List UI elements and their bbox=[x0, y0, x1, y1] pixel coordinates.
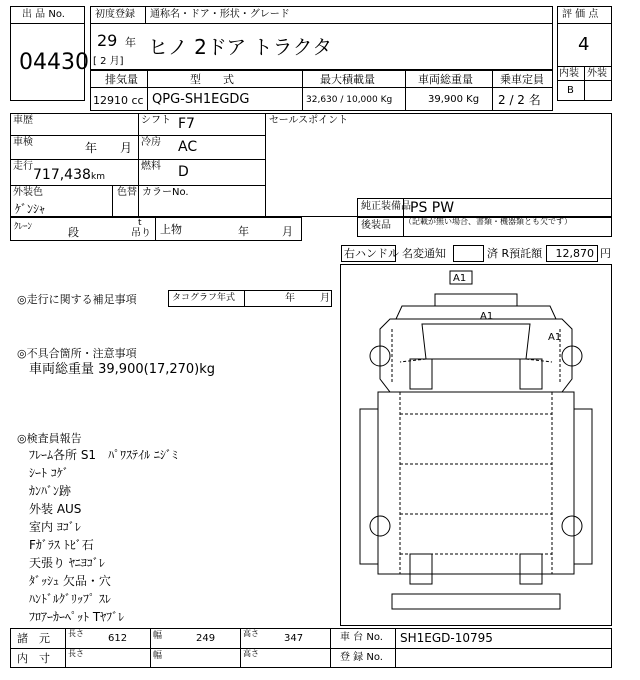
gross-weight-label: 車両総重量 bbox=[418, 73, 473, 86]
mileage-value: 717,438 bbox=[33, 167, 91, 183]
color-swap-label: 色替 bbox=[117, 187, 137, 198]
inspector-line: ｶﾝﾊﾞﾝ跡 bbox=[29, 484, 72, 498]
tacho-label: タコグラフ年式 bbox=[172, 293, 236, 303]
inspection-label: 車検 bbox=[13, 137, 33, 148]
recycle-amount: 12,870 bbox=[555, 247, 594, 260]
length-label: 長さ bbox=[68, 629, 84, 638]
length-value: 612 bbox=[108, 633, 128, 644]
interior-label: 内装 bbox=[559, 68, 579, 79]
details-box bbox=[10, 113, 612, 217]
name-change-box bbox=[453, 245, 484, 262]
first-reg-month: [ 2 月] bbox=[93, 56, 124, 67]
defect-text: 車両総重量 39,900(17,270)kg bbox=[29, 362, 216, 377]
aircon-value: AC bbox=[178, 139, 198, 155]
crane-lift: 吊り bbox=[131, 228, 151, 239]
crane-stage: 段 bbox=[68, 226, 79, 239]
capacity-label: 乗車定員 bbox=[500, 73, 544, 86]
capacity-value: 2 / 2 名 bbox=[498, 93, 541, 107]
height-label: 高さ bbox=[243, 629, 259, 638]
driving-title: ◎走行に関する補足事項 bbox=[17, 293, 137, 306]
inspector-line: Fｶﾞﾗｽ ﾄﾋﾞ石 bbox=[29, 538, 94, 552]
inspection-year: 年 bbox=[85, 141, 98, 155]
in-length-label: 長さ bbox=[68, 649, 84, 658]
height-value: 347 bbox=[284, 633, 304, 644]
recycle-label: 済 R預託額 bbox=[487, 247, 543, 260]
displacement-label: 排気量 bbox=[105, 73, 138, 86]
inspector-line: 外装 AUS bbox=[29, 502, 82, 516]
inspector-line: 室内 ﾖｺﾞﾚ bbox=[29, 520, 81, 534]
inspector-line: ﾌﾚｰﾑ各所 S1 ﾊﾟﾜｽﾃｲﾙ ﾆｼﾞﾐ bbox=[29, 448, 178, 462]
model-code-value: QPG-SH1EGDG bbox=[152, 92, 250, 107]
name-change-label: 名変通知 bbox=[402, 247, 446, 260]
model-label: 通称名・ドア・形状・グレード bbox=[150, 9, 290, 20]
chassis-number: SH1EGD-10795 bbox=[400, 631, 493, 645]
width-value: 249 bbox=[196, 633, 216, 644]
mileage-unit: km bbox=[91, 172, 105, 182]
upper-year: 年 bbox=[238, 225, 249, 238]
truck-damage-diagram bbox=[340, 264, 612, 626]
model-code-label: 型 式 bbox=[190, 73, 234, 86]
sales-point-label: セールスポイント bbox=[269, 115, 349, 126]
max-load-value: 32,630 / 10,000 Kg bbox=[306, 95, 393, 105]
inspector-line: ｼｰﾄ ｺｹﾞ bbox=[29, 466, 69, 480]
aircon-label: 冷房 bbox=[141, 137, 161, 148]
fuel-label: 燃料 bbox=[141, 161, 161, 172]
shift-label: シフト bbox=[141, 115, 171, 126]
aftermarket-note: （記載が無い場合、書類・機器類とも欠です） bbox=[404, 217, 572, 226]
interior-grade: B bbox=[567, 85, 574, 96]
options-label: 純正装備品 bbox=[361, 201, 411, 212]
max-load-label: 最大積載量 bbox=[320, 73, 375, 86]
defect-title: ◎不具合箇所・注意事項 bbox=[17, 347, 137, 360]
first-reg-year: 29 bbox=[97, 31, 118, 50]
history-label: 車歴 bbox=[13, 115, 33, 126]
inspector-line: ﾌﾛｱｰｶｰﾍﾟｯﾄ Tﾔﾌﾞﾚ bbox=[29, 610, 125, 624]
yen-label: 円 bbox=[600, 247, 611, 260]
in-height-label: 高さ bbox=[243, 649, 259, 658]
interior-dim-label: 内 寸 bbox=[17, 652, 50, 665]
ext-color-value: ｹﾞﾝｼｬ bbox=[15, 202, 46, 216]
inspector-line: ﾊﾝﾄﾞﾙｸﾞﾘｯﾌﾟ ｽﾚ bbox=[29, 592, 111, 606]
gross-weight-value: 39,900 Kg bbox=[428, 94, 480, 105]
inspector-line: 天張り ﾔﾆﾖｺﾞﾚ bbox=[29, 556, 105, 570]
rhd-label: 右ハンドル bbox=[344, 247, 399, 260]
damage-mark: A1 bbox=[548, 332, 562, 343]
crane-box bbox=[10, 217, 302, 241]
upper-month: 月 bbox=[282, 225, 293, 238]
year-unit: 年 bbox=[125, 36, 136, 49]
lot-label: 出 品 No. bbox=[22, 9, 65, 20]
spec-label: 諸 元 bbox=[17, 632, 50, 645]
ext-color-label: 外装色 bbox=[13, 187, 43, 198]
width-label: 幅 bbox=[153, 631, 163, 641]
inspector-title: ◎検査員報告 bbox=[17, 432, 82, 445]
lot-number: 04430 bbox=[19, 50, 89, 75]
crane-ton: t bbox=[138, 218, 142, 228]
damage-mark: A1 bbox=[453, 273, 467, 284]
first-reg-label: 初度登録 bbox=[95, 9, 135, 20]
in-width-label: 幅 bbox=[153, 651, 163, 661]
inspector-line: ﾀﾞｯｼｭ 欠品・穴 bbox=[29, 574, 111, 588]
chassis-label: 車 台 No. bbox=[340, 632, 383, 643]
model-name: ヒノ 2ドア トラクタ bbox=[148, 35, 333, 59]
options-value: PS PW bbox=[410, 200, 455, 216]
aftermarket-label: 後装品 bbox=[361, 220, 391, 231]
shift-value: F7 bbox=[178, 116, 195, 132]
mileage-label: 走行 bbox=[13, 161, 33, 172]
upper-label: 上物 bbox=[160, 223, 182, 236]
crane-label: ｸﾚｰﾝ bbox=[14, 222, 33, 232]
overall-grade: 4 bbox=[578, 34, 590, 55]
exterior-label: 外装 bbox=[587, 68, 607, 79]
fuel-value: D bbox=[178, 164, 189, 180]
color-no-label: カラーNo. bbox=[142, 187, 189, 198]
displacement-value: 12910 cc bbox=[93, 94, 144, 107]
tacho-month: 月 bbox=[320, 293, 330, 304]
reg-no-label: 登 録 No. bbox=[340, 652, 383, 663]
damage-mark: A1 bbox=[480, 311, 494, 322]
inspection-month: 月 bbox=[120, 141, 133, 155]
tacho-year: 年 bbox=[285, 293, 295, 304]
grade-label: 評 価 点 bbox=[562, 9, 599, 20]
